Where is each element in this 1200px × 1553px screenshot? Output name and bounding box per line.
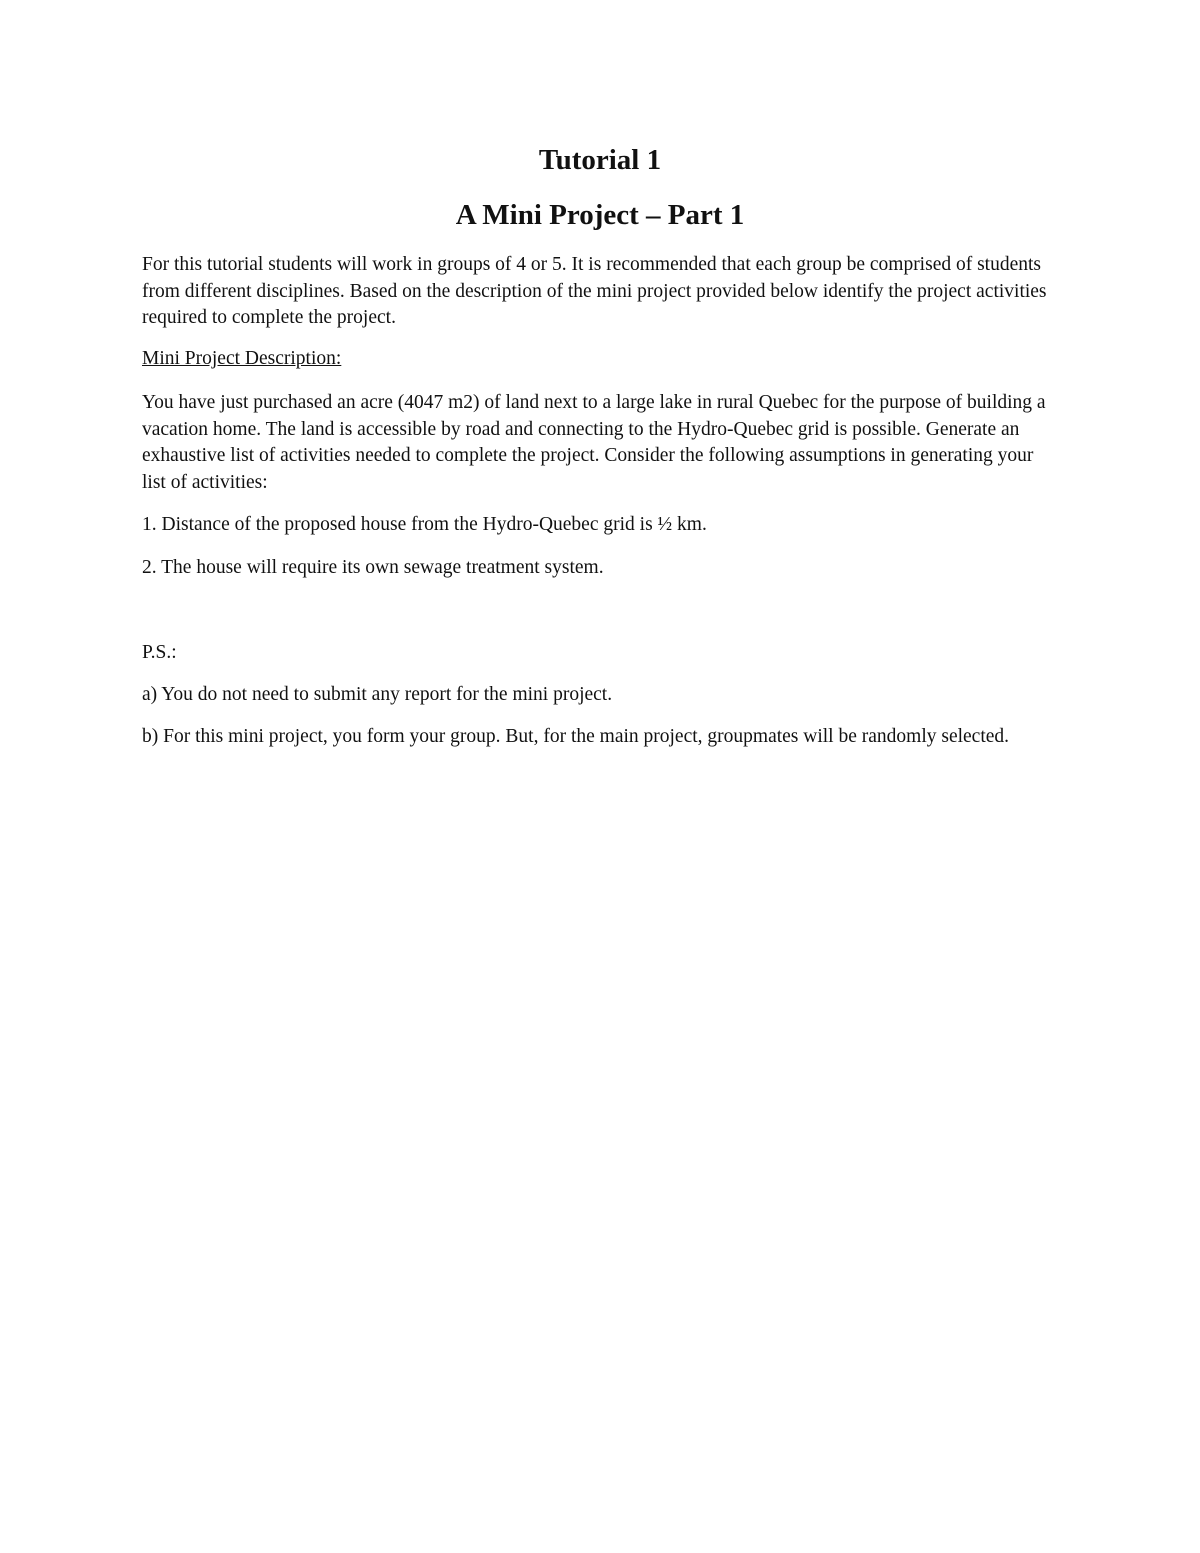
ps-note: b) For this mini project, you form your group. But, for the main project, groupmates will be randomly selected. bbox=[142, 726, 1010, 747]
ps-label: P.S.: bbox=[142, 642, 177, 663]
document-title: Tutorial 1 bbox=[538, 144, 662, 176]
section-heading: Mini Project Description: bbox=[142, 348, 342, 369]
document-subtitle: A Mini Project – Part 1 bbox=[455, 199, 745, 231]
intro-paragraph: For this tutorial students will work in groups of 4 or 5. It is recommended that each group be comprised of students from different disciplines. Based on the description of the mini project provided below identify the project activities required to complete the project. bbox=[142, 254, 1047, 328]
ps-note: a) You do not need to submit any report for the mini project. bbox=[142, 684, 613, 705]
assumption-item: 1. Distance of the proposed house from the Hydro-Quebec grid is ½ km. bbox=[142, 514, 707, 535]
description-paragraph: You have just purchased an acre (4047 m2) of land next to a large lake in rural Quebec for the purpose of building a vacation home. The land is accessible by road and connecting to the Hydro-Quebec grid is possible. Generate an exhaustive list of activities needed to complete the project. Consider the following assumptions in generating your list of activities: bbox=[142, 392, 1046, 493]
assumption-item: 2. The house will require its own sewage treatment system. bbox=[142, 557, 604, 578]
